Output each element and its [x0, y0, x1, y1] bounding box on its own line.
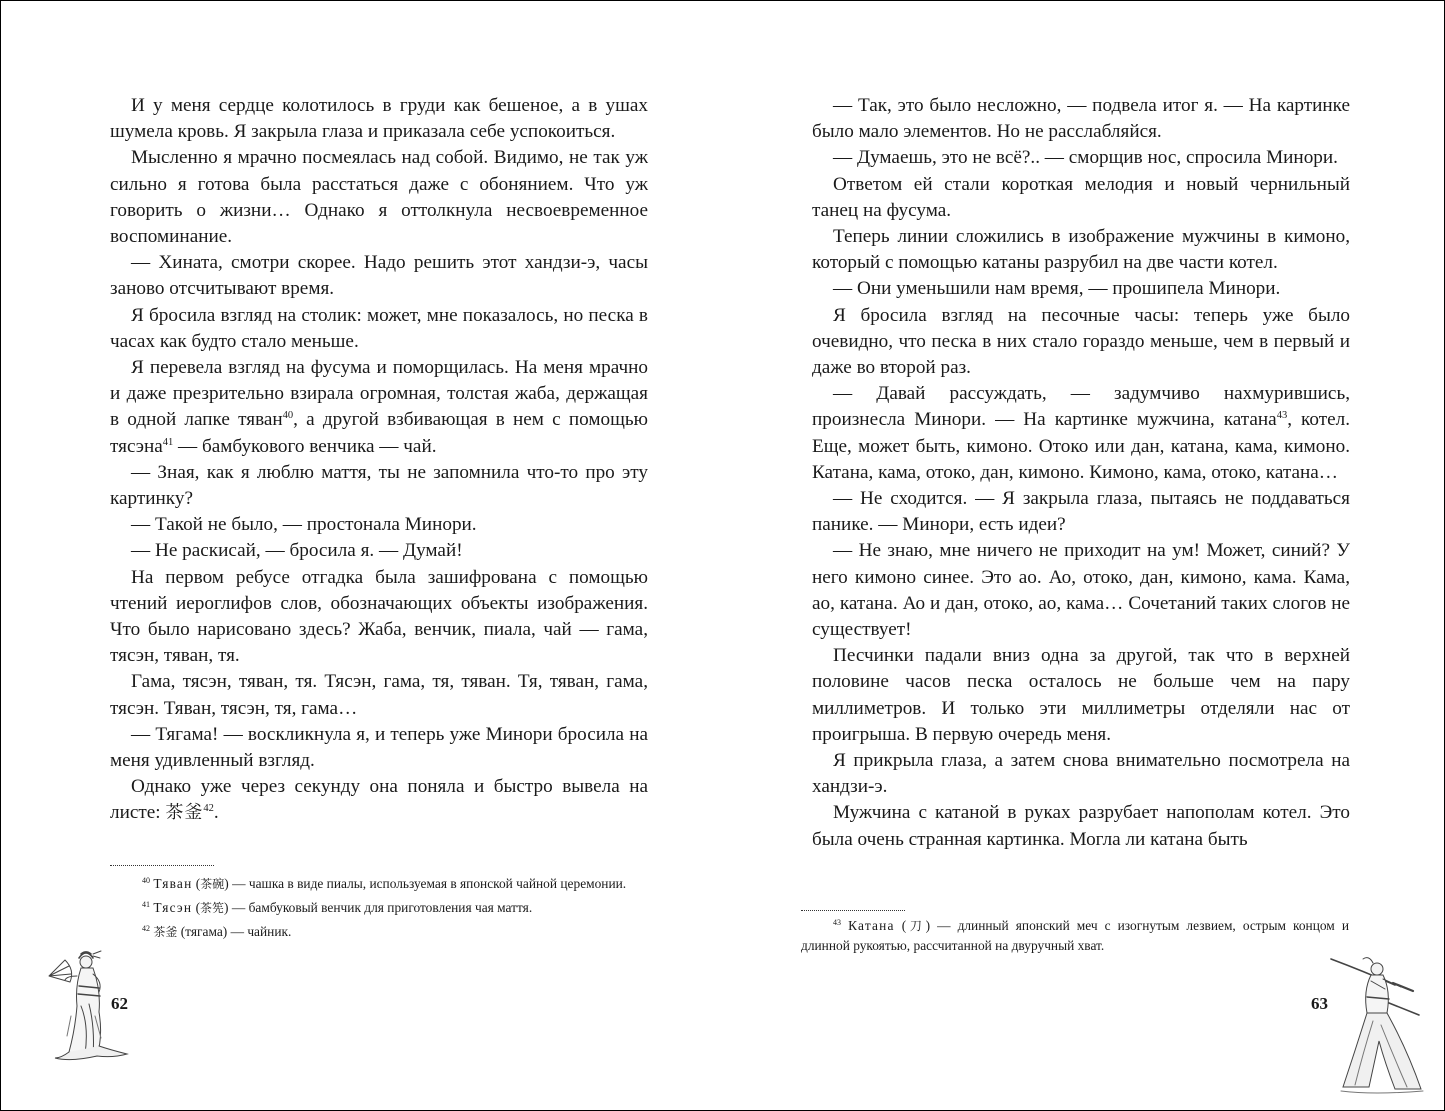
footnote-term: Катана [848, 918, 895, 933]
paragraph [812, 381, 1350, 486]
paragraph: Песчинки падали вниз одна за другой, так что в верхней половине часов песка осталось не больше чем на пару миллиметров. И только эти миллиметры отделяли нас от проигрыша. В первую очередь меня. [812, 645, 1350, 745]
footnote: $^{43}$ Катана (刀) — длинный японский меч с изогнутым лезвием, острым концом и длинной рукоятью, рассчитанной на двуручный хват. [801, 918, 1349, 953]
paragraph: — Хината, смотри скорее. Надо решить этот хандзи-э, часы заново отсчитывают время. [110, 252, 648, 300]
paragraph-text: . [213, 802, 219, 824]
footnote-ref: 40 [282, 410, 294, 422]
page-number: 63 [1311, 994, 1328, 1013]
footnote-kanji: 茶碗 [200, 877, 225, 891]
paragraph-text: , котел. Еще, может быть, кимоно. Отоко или дан, катана, кама, кимоно. Катана, кама, отоко, дан, кимоно. Кимоно, кама, отоко, катана… [812, 409, 1350, 483]
samurai-illustration [1323, 941, 1433, 1101]
paragraph-text: — Давай рассуждать, — задумчиво нахмурившись, произнесла Минори. — На картинке мужчина, катана [812, 383, 1350, 431]
footnotes [110, 874, 648, 946]
paragraph-text: , а другой взбивающая в нем с помощью тясэна [110, 409, 648, 457]
footnote-kanji: 茶筅 [200, 901, 225, 915]
paragraph: — Не сходится. — Я закрыла глаза, пытаясь не поддаваться панике. — Минори, есть идеи? [812, 488, 1350, 536]
paragraph: — Думаешь, это не всё?.. — сморщив нос, спросила Минори. [833, 147, 1338, 169]
footnote-number: 41 [142, 900, 150, 909]
paragraph: — Они уменьшили нам время, — прошипела Минори. [833, 278, 1281, 300]
footnote-text: — чашка в виде пиалы, используемая в японской чайной церемонии. [228, 876, 627, 891]
footnote: $^{41}$ Тясэн (茶筅) — бамбуковый венчик для приготовления чая маття. [142, 900, 533, 915]
geisha-drawing [41, 946, 141, 1068]
paragraph: Теперь линии сложились в изображение мужчины в кимоно, который с помощью катаны разрубил на две части котел. [812, 226, 1350, 274]
paragraph-text: — бамбукового венчика — чай. [173, 435, 437, 457]
paragraph: Мысленно я мрачно посмеялась над собой. Видимо, не так уж сильно я готова была расстаться даже с обонянием. Что уж говорить о жизни… Однако я оттолкнула несвоевременное воспоминание. [110, 147, 648, 248]
footnote-kanji: 刀 [906, 919, 926, 933]
samurai-drawing [1323, 941, 1433, 1101]
paragraph: — Зная, как я люблю маття, ты не запомнила что-то про эту картинку? [110, 461, 648, 510]
right-body-text [812, 93, 1350, 853]
paragraph: Я бросила взгляд на песочные часы: теперь уже было очевидно, что песка в них стало гораздо меньше, чем в первый и даже во второй раз. [812, 304, 1350, 379]
footnote-number: 42 [142, 924, 150, 933]
paragraph [110, 774, 648, 826]
footnotes [801, 916, 1349, 959]
footnote-divider [110, 865, 214, 866]
paragraph: И у меня сердце колотилось в груди как бешеное, а в ушах шумела кровь. Я закрыла глаза и приказала себе успокоиться. [110, 95, 648, 143]
paragraph: Мужчина с катаной в руках разрубает напополам котел. Это была очень странная картинка. Могла ли катана быть [812, 802, 1350, 850]
footnote-ref: 43 [1276, 410, 1288, 422]
footnote [110, 922, 648, 942]
paragraph: — Не раскисай, — бросила я. — Думай! [131, 540, 463, 562]
paragraph: — Такой не было, — простонала Минори. [131, 514, 477, 536]
footnote-number: 40 [142, 876, 150, 885]
footnote-number: 43 [833, 918, 841, 927]
left-page [1, 1, 723, 1110]
footnote-text: — длинный японский меч с изогнутым лезвием, острым концом и длинной рукоятью, рассчитанной на двуручный хват. [801, 918, 1349, 953]
right-page [723, 1, 1445, 1110]
footnote-ref: 42 [203, 803, 214, 815]
paragraph: Гама, тясэн, тяван, тя. Тясэн, гама, тя, тяван. Тя, тяван, гама, тясэн. Тяван, тясэн, тя, гама… [110, 671, 648, 719]
page-number: 62 [111, 994, 128, 1013]
paragraph-text: Однако уже через секунду она поняла и быстро вывела на листе: [110, 776, 648, 824]
footnote-text: — бамбуковый венчик для приготовления чая маття. [228, 900, 533, 915]
footnote-term: Тясэн [153, 900, 193, 915]
footnote-ref: 41 [162, 436, 174, 448]
paragraph: Я бросила взгляд на столик: может, мне показалось, но песка в часах как будто стало меньше. [110, 304, 648, 352]
paragraph-text: Я перевела взгляд на фусума и поморщилась. На меня мрачно и даже презрительно взирала огромная, толстая жаба, держащая в одной лапке тяван [110, 357, 648, 431]
left-body-text [110, 93, 648, 827]
paragraph: — Не знаю, мне ничего не приходит на ум! Может, синий? У него кимоно синее. Это ао. Ао, отоко, дан, кимоно, кама. Кама, ао, катана. Ао и дан, отоко, ао, кама… Сочетаний таких слогов не существует! [812, 540, 1350, 641]
paragraph: Я прикрыла глаза, а затем снова внимательно посмотрела на хандзи-э. [812, 750, 1350, 798]
paragraph: — Тягама! — воскликнула я, и теперь уже Минори бросила на меня удивленный взгляд. [110, 723, 648, 772]
paragraph [110, 355, 648, 460]
geisha-illustration [41, 946, 141, 1068]
paragraph: — Так, это было несложно, — подвела итог я. — На картинке было мало элементов. Но не расслабляйся. [812, 95, 1350, 143]
footnote-divider [801, 910, 905, 911]
footnote: $^{40}$ Тяван (茶碗) — чашка в виде пиалы, используемая в японской чайной церемонии. [142, 876, 627, 891]
paragraph: На первом ребусе отгадка была зашифрована с помощью чтений иероглифов слов, обозначающих объекты изображения. Что было нарисовано здесь? Жаба, венчик, пиала, чай — гама, тясэн, тяван, тя. [110, 566, 648, 667]
paragraph: Ответом ей стали короткая мелодия и новый чернильный танец на фусума. [812, 173, 1350, 221]
footnote-term: Тяван [153, 876, 193, 891]
kanji-text: 茶釜 [165, 802, 204, 824]
footnote-text: (тягама) — чайник. [177, 924, 292, 939]
footnote-kanji: 茶釜 [153, 925, 178, 939]
